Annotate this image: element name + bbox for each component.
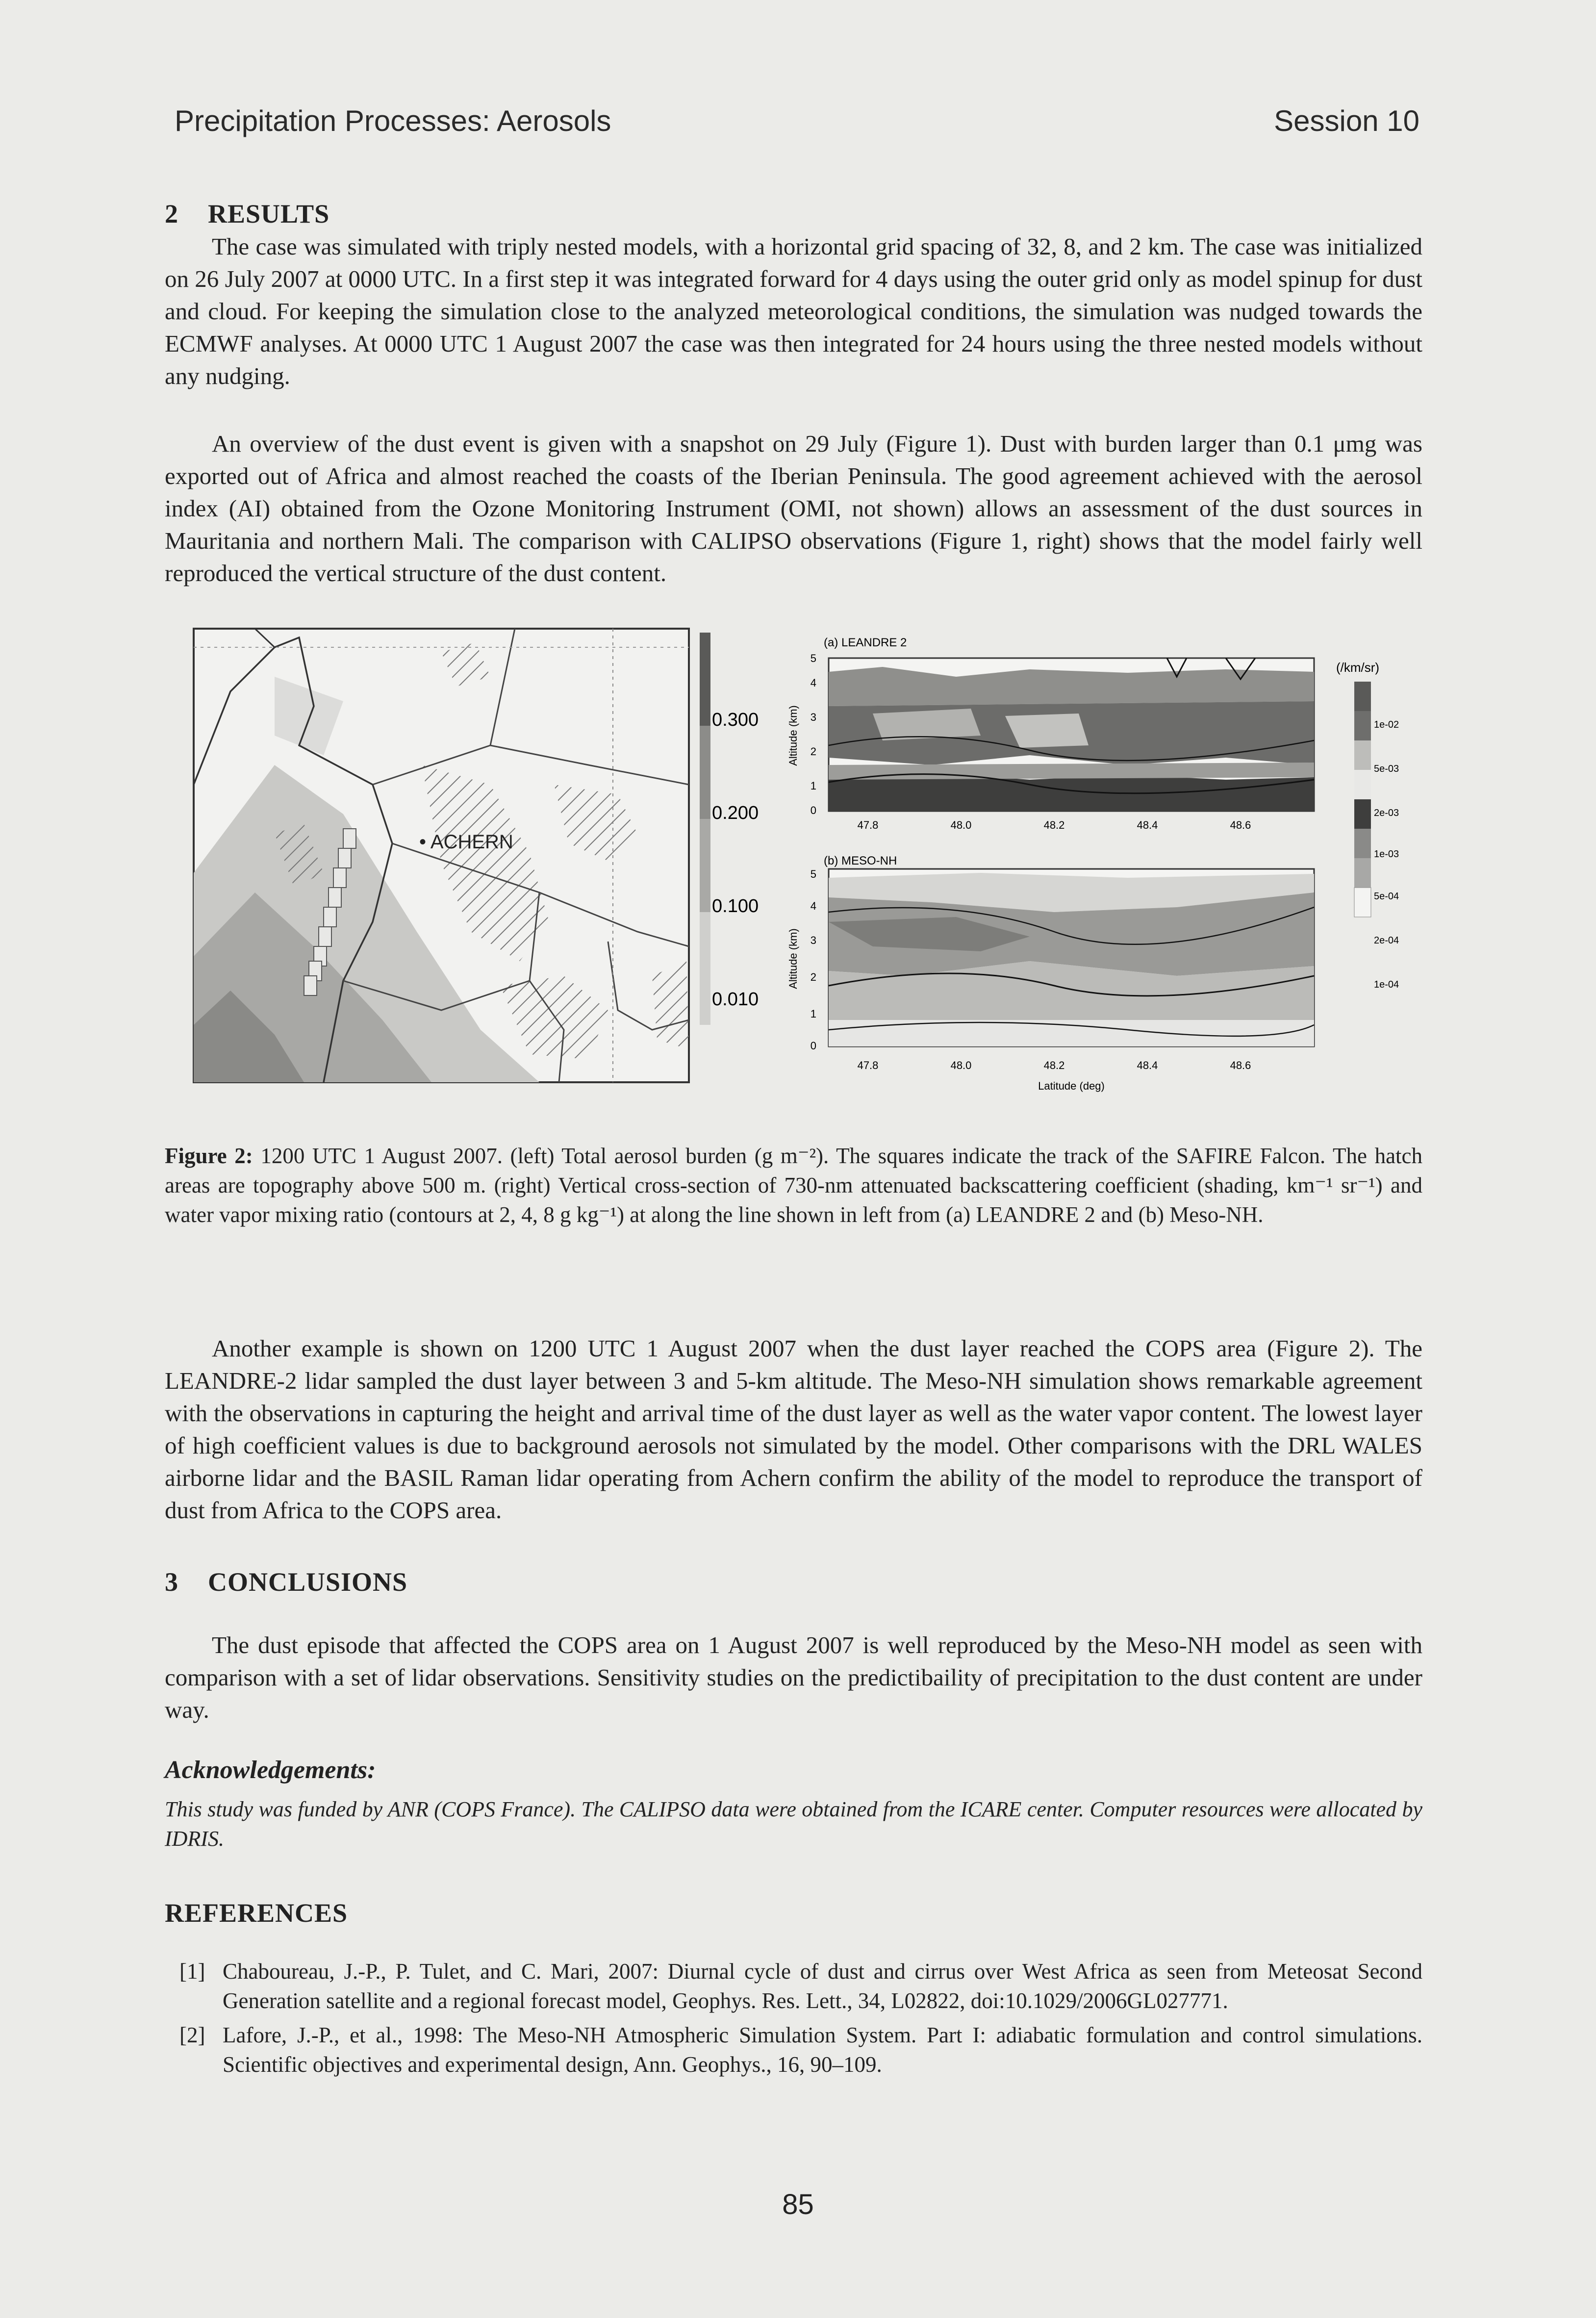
acknowledgements-heading: Acknowledgements: <box>165 1756 376 1784</box>
section-heading-conclusions <box>165 1567 407 1597</box>
panel-a-ytick: 4 <box>810 677 816 689</box>
colorbar-level: 5e-04 <box>1374 891 1399 902</box>
panel-b-xtick: 48.6 <box>1230 1059 1251 1071</box>
panel-b-xtick: 48.4 <box>1137 1059 1158 1071</box>
caption-text: 1200 UTC 1 August 2007. (left) Total aerosol burden (g m⁻²). The squares indicate the track of the SAFIRE Falcon. The hatch areas are topography above 500 m. (right) Vertical cross-section of 730-nm attenuated backscattering coefficient (shading, km⁻¹ sr⁻¹) and water vapor mixing ratio (contours at 2, 4, 8 g kg⁻¹) at along the line shown in left from (a) LEANDRE 2 and (b) Meso-NH. <box>165 1144 1423 1227</box>
panel-b-xtick: 48.0 <box>950 1059 972 1071</box>
panel-a-ytick: 2 <box>810 745 816 758</box>
panel-b-ytick: 0 <box>810 1040 816 1052</box>
header-session-title: Precipitation Processes: Aerosols <box>175 104 611 137</box>
references-list <box>165 1957 1422 2084</box>
section-number: 2 <box>165 199 178 229</box>
panel-a-ytick: 3 <box>810 711 816 723</box>
panel-a-xtick: 48.0 <box>950 819 972 831</box>
colorbar-level: 1e-03 <box>1374 849 1399 860</box>
panel-b-ytick: 3 <box>810 934 816 946</box>
panel-a-ytick: 1 <box>810 780 816 792</box>
panel-b-xtick: 47.8 <box>857 1059 879 1071</box>
figure-caption <box>165 1141 1422 1229</box>
reference-item <box>165 2020 1422 2079</box>
colorbar-level: 5e-03 <box>1374 764 1399 774</box>
acknowledgements-text: This study was funded by ANR (COPS France). The CALIPSO data were obtained from the ICARE center. Computer resources were allocated by IDRIS. <box>165 1797 1422 1851</box>
page-number: 85 <box>782 2189 814 2220</box>
section-number: 3 <box>165 1567 178 1597</box>
reference-number: [1] <box>179 1959 205 1984</box>
panel-a-xtick: 48.4 <box>1137 819 1158 831</box>
results-paragraph-2: An overview of the dust event is given with a snapshot on 29 July (Figure 1). Dust with burden larger than 0.1 μmg was exported out of Africa and almost reached the coasts of the Iberian Peninsula. The good agreement achieved with the aerosol index (AI) obtained from the Ozone Monitoring Instrument (OMI, not shown) allows an assessment of the dust sources in Mauritania and northern Mali. The comparison with CALIPSO observations (Figure 1, right) shows that the model fairly well reproduced the vertical structure of the dust content. <box>165 430 1422 586</box>
reference-number: [2] <box>179 2023 205 2047</box>
section-title: CONCLUSIONS <box>208 1567 408 1597</box>
cross-section-panel-b <box>787 854 1314 1092</box>
section-title: RESULTS <box>208 199 330 229</box>
panel-b-ytick: 2 <box>810 971 816 983</box>
aerosol-burden-map <box>194 629 689 1082</box>
panel-a-ytick: 0 <box>810 804 816 816</box>
panel-b-ylabel: Altitude (km) <box>787 928 799 989</box>
references-heading: REFERENCES <box>165 1898 348 1928</box>
panel-a-ytick: 5 <box>810 652 816 664</box>
reference-text: Lafore, J.-P., et al., 1998: The Meso-NH Atmospheric Simulation System. Part I: adiabatic formulation and control simulations. Scientific objectives and experimental design, Ann. Geophys., 16, 90–109. <box>223 2023 1422 2077</box>
cross-section-panel-a <box>787 636 1314 831</box>
panel-a-xtick: 48.2 <box>1043 819 1065 831</box>
panel-b-ytick: 4 <box>810 900 816 912</box>
panel-a-xtick: 47.8 <box>857 819 879 831</box>
colorbar-tick-4: 0.010 <box>712 989 759 1010</box>
header-session-number: Session 10 <box>1274 104 1419 137</box>
panel-a-xtick: 48.6 <box>1230 819 1251 831</box>
panel-b-ytick: 1 <box>810 1008 816 1020</box>
backscatter-colorbar <box>1336 660 1399 990</box>
reference-item <box>165 1957 1422 2015</box>
colorbar-tick-3: 0.100 <box>712 896 759 917</box>
reference-text: Chaboureau, J.-P., P. Tulet, and C. Mari, 2007: Diurnal cycle of dust and cirrus over West Africa as seen from Meteosat Second Generation satellite and a regional forecast model, Geophys. Res. Lett., 34, L02822, doi:10.1029/2006GL027771. <box>223 1959 1422 2013</box>
results-paragraph-3: Another example is shown on 1200 UTC 1 August 2007 when the dust layer reached the COPS area (Figure 2). The LEANDRE-2 lidar sampled the dust layer between 3 and 5-km altitude. The Meso-NH simulation shows remarkable agreement with the observations in capturing the height and arrival time of the dust layer as well as the water vapor content. The lowest layer of high coefficient values is due to background aerosols not simulated by the model. Other comparisons with the DRL WALES airborne lidar and the BASIL Raman lidar operating from Achern confirm the ability of the model to reproduce the transport of dust from Africa to the COPS area. <box>165 1335 1422 1524</box>
colorbar-level: 2e-04 <box>1374 935 1399 946</box>
panel-a-ylabel: Altitude (km) <box>787 705 799 766</box>
colorbar-tick-2: 0.200 <box>712 803 759 823</box>
colorbar-tick-1: 0.300 <box>712 710 759 730</box>
figure-2 <box>0 0 1596 1138</box>
colorbar-unit: (/km/sr) <box>1336 660 1380 675</box>
caption-label: Figure 2: <box>165 1144 253 1168</box>
panel-b-xtick: 48.2 <box>1043 1059 1065 1071</box>
panel-b-title: (b) MESO-NH <box>824 854 897 867</box>
achern-label: • ACHERN <box>419 831 513 853</box>
results-paragraph-1: The case was simulated with triply nested models, with a horizontal grid spacing of 32, 8, and 2 km. The case was initialized on 26 July 2007 at 0000 UTC. In a first step it was integrated forward for 4 days using the outer grid only as model spinup for dust and cloud. For keeping the simulation close to the analyzed meteorological conditions, the simulation was nudged towards the ECMWF analyses. At 0000 UTC 1 August 2007 the case was then integrated for 24 hours using the three nested models without any nudging. <box>165 233 1422 389</box>
panel-b-ytick: 5 <box>810 868 816 880</box>
map-colorbar <box>700 633 759 1025</box>
colorbar-level: 1e-02 <box>1374 719 1399 730</box>
colorbar-level: 2e-03 <box>1374 808 1399 818</box>
conclusions-paragraph: The dust episode that affected the COPS area on 1 August 2007 is well reproduced by the Meso-NH model as seen with comparison with a set of lidar observations. Sensitivity studies on the predictibaility of precipitation to the dust content are under way. <box>165 1631 1422 1723</box>
panel-a-title: (a) LEANDRE 2 <box>824 636 907 649</box>
colorbar-level: 1e-04 <box>1374 979 1399 990</box>
panel-b-xlabel: Latitude (deg) <box>1038 1080 1105 1092</box>
